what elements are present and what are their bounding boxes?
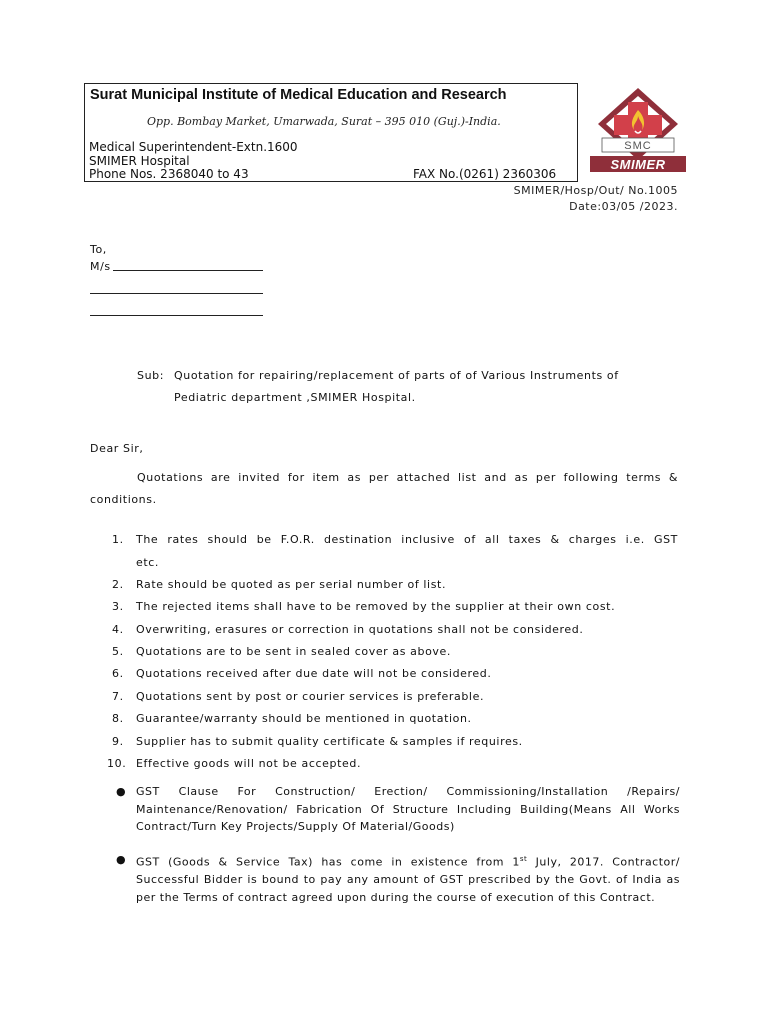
bullet-icon: ●	[116, 785, 126, 798]
phone-numbers: Phone Nos. 2368040 to 43	[89, 167, 249, 181]
reference-number: SMIMER/Hosp/Out/ No.1005	[513, 184, 678, 197]
bullet-icon: ●	[116, 853, 126, 866]
gst-clause-text: GST Clause For Construction/ Erection/ Commissioning/Installation /Repairs/ Maintenance/Renovation/ Fabrication Of Structure Including Building(Means All Works Contract/Turn Key Projects/Supply Of Material/Goods)	[136, 785, 680, 833]
recipient-to: To,	[90, 243, 107, 256]
intro-line-1: Quotations are invited for item as per attached list and as per following terms &	[137, 471, 678, 484]
recipient-ms: M/s	[90, 260, 111, 273]
intro-line-2: conditions.	[90, 493, 157, 506]
subject-label: Sub:	[137, 369, 165, 382]
superintendent-extension: Medical Superintendent-Extn.1600	[89, 140, 298, 154]
svg-text:SMIMER: SMIMER	[610, 157, 666, 172]
recipient-address-line-2	[90, 315, 263, 316]
salutation: Dear Sir,	[90, 442, 144, 455]
institute-name: Surat Municipal Institute of Medical Education and Research	[90, 87, 507, 103]
recipient-address-line-1	[90, 293, 263, 294]
smc-smimer-logo-icon	[588, 86, 688, 178]
hospital-name: SMIMER Hospital	[89, 154, 190, 168]
subject-line-1: Quotation for repairing/replacement of parts of of Various Instruments of	[174, 369, 619, 382]
letter-date: Date:03/05 /2023.	[569, 200, 678, 213]
institute-address: Opp. Bombay Market, Umarwada, Surat – 395 010 (Guj.)-India.	[147, 115, 501, 128]
fax-number: FAX No.(0261) 2360306	[413, 167, 557, 181]
recipient-name-line	[113, 270, 263, 271]
letter-page: Surat Municipal Institute of Medical Education and Research Opp. Bombay Market, Umarwada, Surat – 395 010 (Guj.)-India. Medical Superintendent-Extn.1600 SMIMER Hospital Phone Nos. 2368040 to 43 FAX No.(0261) 2360306 SMC SMIMER SMIMER/Hosp/Out/ No.1005 Date:03/05 /2023. To, M/s Sub: Quotation for repairing/replacement of parts of of Various Instruments of Pediatric department ,SMIMER Hospital. Dear Sir, Quotations are invited for item as per attached list and as per following terms & conditions. 1. The rates should be F.O.R. destination inclusive of all taxes & charges i.e. GST etc. 2. Rate should be quoted as per serial number of list. 3. The rejected items shall have to be removed by the supplier at their own cost. 4. Overwriting, erasures or correction in quotations shall not be considered. 5. Quotations are to be sent in sealed cover as above. 6. Quotations received after due date will not be considered. 7. Quotations sent by post or courier services is preferable. 8. Guarantee/warranty should be mentioned in quotation. 9. Supplier has to submit quality certificate & samples if requires. 10. Effective goods will not be accepted. ● GST Clause For Construction/ Erection/ Commissioning/Installation /Repairs/ Maintenance/Renovation/ Fabrication Of Structure Including Building(Means All Works Contract/Turn Key Projects/Supply Of Material/Goods) ● GST (Goods & Service Tax) has come in existence from 1st July, 2017. Contractor/ Successful Bidder is bound to pay any amount of GST prescribed by the Govt. of India as per the Terms of contract agreed upon during the course of execution of this Contract.	[0, 0, 770, 1024]
gst-intro-text: GST (Goods & Service Tax) has come in existence from 1st July, 2017. Contractor/ Successful Bidder is bound to pay any amount of GST prescribed by the Govt. of India as per the Terms of contract agreed upon during the course of execution of this Contract.	[136, 855, 681, 904]
subject-line-2: Pediatric department ,SMIMER Hospital.	[174, 391, 416, 404]
svg-text:SMC: SMC	[624, 140, 652, 152]
